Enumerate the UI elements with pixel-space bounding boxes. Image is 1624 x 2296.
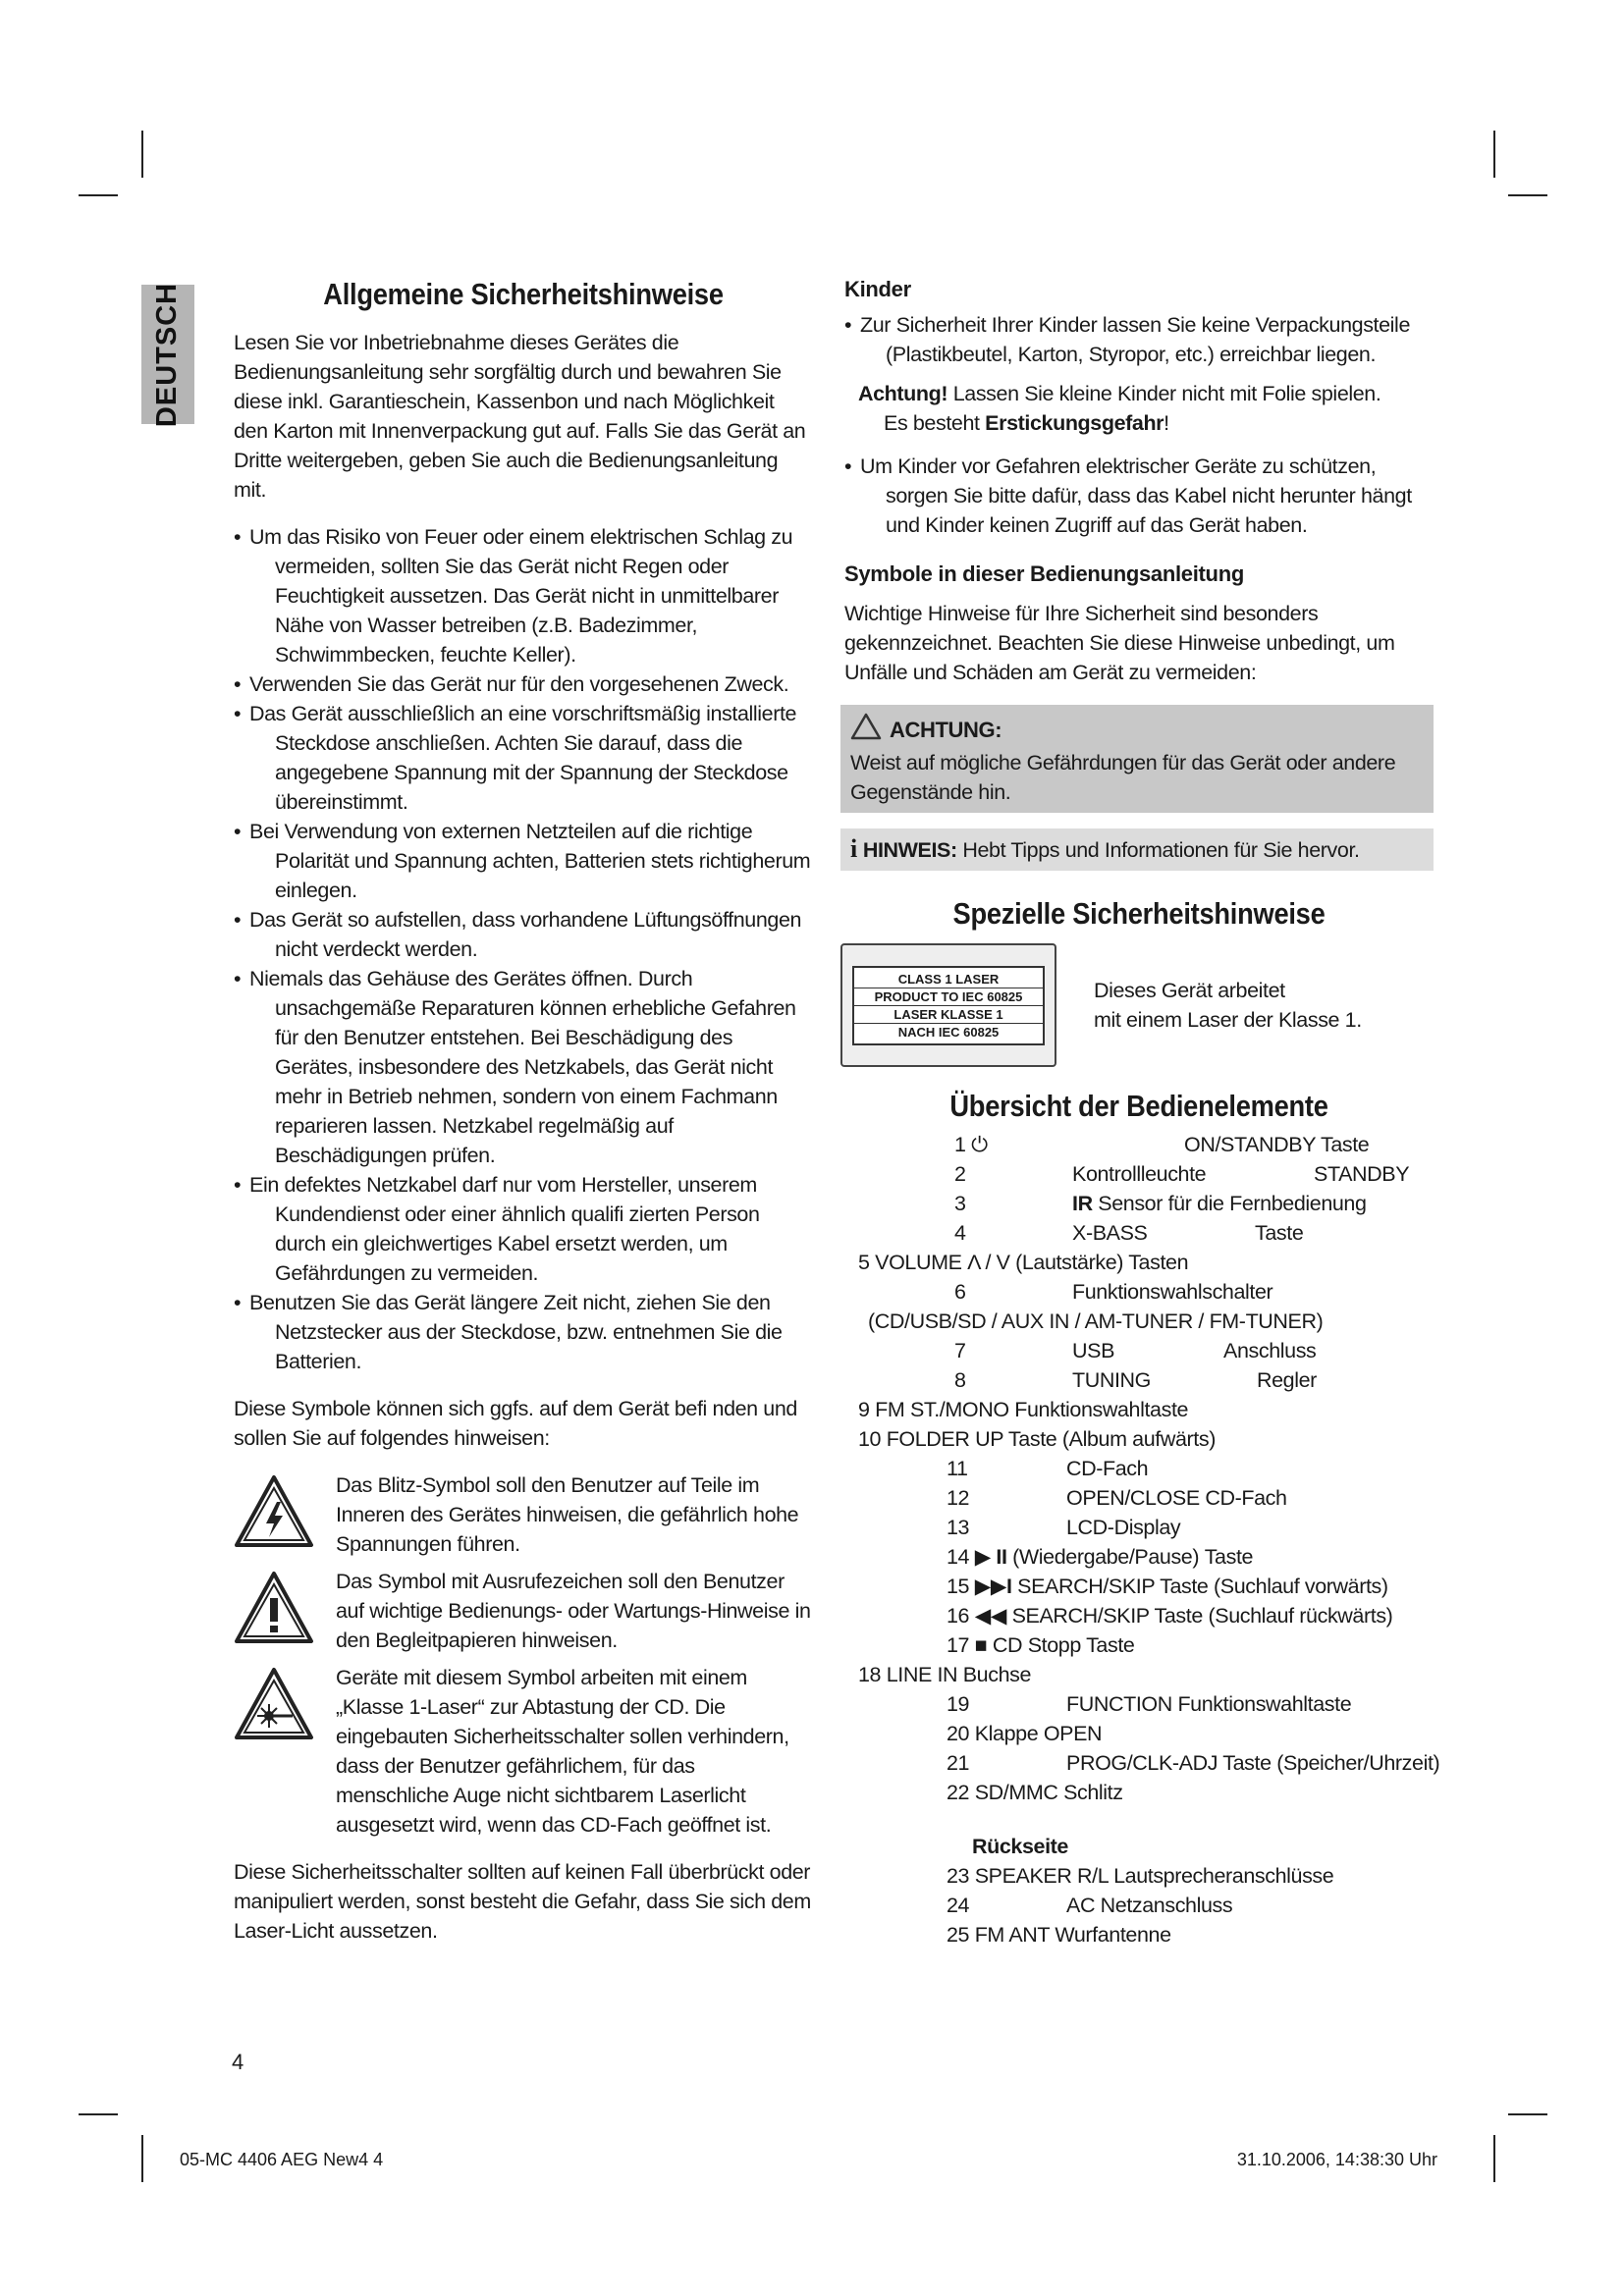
control-item: 3	[954, 1192, 966, 1215]
language-tab	[141, 282, 194, 427]
skip-back-icon: ◀◀	[974, 1604, 1006, 1628]
section-title-general-safety: Allgemeine Sicherheitshinweise	[323, 277, 724, 311]
crop-mark	[1493, 131, 1495, 178]
warning-triangle-icon	[850, 713, 882, 748]
achtung-line2: Es besteht	[884, 411, 986, 435]
control-item-extra: Regler	[1257, 1368, 1317, 1392]
list-item: • Das Gerät ausschließlich an eine vorschriftsmäßig installierte Steckdose anschließen. Achten Sie darauf, dass die angegebene Spannung mit der Spannung der Steckdose übereinstimmt.	[234, 699, 813, 817]
control-item-name: Kontrollleuchte	[1072, 1162, 1207, 1186]
warning-title: ACHTUNG:	[890, 718, 1002, 742]
closing-paragraph: Diese Sicherheitsschalter sollten auf keinen Fall überbrückt oder manipuliert werden, sonst besteht die Gefahr, dass Sie sich dem Laser-Licht aussetzen.	[234, 1860, 811, 1943]
control-item-name: ON/STANDBY Taste	[1184, 1133, 1370, 1156]
control-item: 2	[954, 1162, 966, 1186]
list-item: • Niemals das Gehäuse des Gerätes öffnen. Durch unsachgemäße Reparaturen können erhebliche Gefahren für den Benutzer entstehen. Bei Beschädigung des Gerätes, insbesondere des Netzkabels, das Gerät nicht mehr in Betrieb nehmen, sondern von einem Fachmann reparieren lassen. Netzkabel regelmäßig auf Beschädigungen prüfen.	[234, 964, 813, 1170]
achtung-label: Achtung!	[858, 382, 948, 405]
control-item: 14 ▶ ΙΙ (Wiedergabe/Pause) Taste	[947, 1545, 1254, 1569]
symbols-heading: Symbole in dieser Bedienungsanleitung	[844, 561, 1244, 586]
hint-box	[840, 828, 1434, 871]
crop-mark	[1508, 2113, 1547, 2115]
crop-mark	[79, 194, 118, 196]
info-icon: i	[850, 834, 857, 863]
achtung-line2-end: !	[1164, 411, 1169, 435]
list-item: • Ein defektes Netzkabel darf nur vom Hersteller, unserem Kundendienst oder einer ähnlich qualifi zierten Person durch ein gleichwertiges Kabel ersetzt werden, um Gefährdungen zu vermeiden.	[234, 1170, 813, 1288]
control-item: 25 FM ANT Wurfantenne	[947, 1923, 1171, 1947]
list-item: • Um Kinder vor Gefahren elektrischer Geräte zu schützen, sorgen Sie bitte dafür, dass das Kabel nicht herunter hängt und Kinder keinen Zugriff auf das Gerät haben.	[844, 452, 1434, 540]
control-item: 11	[947, 1457, 968, 1480]
control-item: 16 ◀◀ SEARCH/SKIP Taste (Suchlauf rückwärts)	[947, 1604, 1393, 1628]
skip-forward-icon: ▶▶Ι	[974, 1575, 1012, 1598]
control-item-extra: Anschluss	[1223, 1339, 1317, 1362]
laser-label-line: LASER KLASSE 1	[854, 1006, 1043, 1024]
control-item: 6	[954, 1280, 966, 1304]
children-heading: Kinder	[844, 277, 911, 301]
control-item-name: IR Sensor für die Fernbedienung	[1072, 1192, 1367, 1215]
laser-class-label	[840, 943, 1056, 1067]
warning-box	[840, 705, 1434, 813]
control-item: 20 Klappe OPEN	[947, 1722, 1103, 1745]
footer-right: 31.10.2006, 14:38:30 Uhr	[1236, 2150, 1437, 2169]
laser-description	[1094, 976, 1362, 1035]
laser-text-line: mit einem Laser der Klasse 1.	[1094, 1008, 1362, 1032]
crop-mark	[1508, 194, 1547, 196]
play-pause-icon: ▶ ΙΙ	[974, 1545, 1007, 1569]
control-item: 7	[954, 1339, 966, 1362]
power-icon: ⏻	[971, 1133, 988, 1156]
warning-header	[850, 713, 1424, 748]
hint-text: Hebt Tipps und Informationen für Sie hervor.	[956, 838, 1360, 862]
footer-left: 05-MC 4406 AEG New4 4	[180, 2150, 384, 2169]
control-item: 18 LINE IN Buchse	[858, 1663, 1032, 1686]
control-item-name: TUNING	[1072, 1368, 1152, 1392]
laser-warning-icon	[234, 1667, 314, 1746]
crop-mark	[141, 131, 143, 178]
right-column	[844, 277, 1440, 2013]
rear-side-heading: Rückseite	[972, 1835, 1068, 1858]
control-item: 5 VOLUME Λ / V (Lautstärke) Tasten	[858, 1251, 1189, 1274]
stop-icon: ■	[974, 1633, 988, 1657]
lightning-warning-icon	[234, 1474, 314, 1554]
control-item: 12	[947, 1486, 970, 1510]
control-item: 9 FM ST./MONO Funktionswahltaste	[858, 1398, 1189, 1421]
control-item: 15 ▶▶Ι SEARCH/SKIP Taste (Suchlauf vorwärts)	[947, 1575, 1388, 1598]
list-item: • Zur Sicherheit Ihrer Kinder lassen Sie keine Verpackungsteile (Plastikbeutel, Karton, Styropor, etc.) erreichbar liegen.	[844, 310, 1434, 369]
symbol-text: Das Symbol mit Ausrufezeichen soll den Benutzer auf wichtige Bedienungs- oder Wartungs-Hinweise in den Begleitpapieren hinweisen.	[336, 1570, 811, 1652]
control-item-name: USB	[1072, 1339, 1115, 1362]
control-item-extra: Taste	[1255, 1221, 1304, 1245]
children-bullets-2	[844, 452, 1434, 540]
symbols-paragraph: Wichtige Hinweise für Ihre Sicherheit sind besonders gekennzeichnet. Beachten Sie diese Hinweise unbedingt, um Unfälle und Schäden am Gerät zu vermeiden:	[844, 602, 1395, 684]
symbols-intro: Diese Symbole können sich ggfs. auf dem Gerät befi nden und sollen Sie auf folgendes hinweisen:	[234, 1397, 797, 1450]
control-item: 19	[947, 1692, 970, 1716]
control-item-name: OPEN/CLOSE CD-Fach	[1066, 1486, 1287, 1510]
control-item-name: X-BASS	[1072, 1221, 1148, 1245]
list-item: • Benutzen Sie das Gerät längere Zeit nicht, ziehen Sie den Netzstecker aus der Steckdose, bzw. entnehmen Sie die Batterien.	[234, 1288, 813, 1376]
safety-bullet-list	[234, 522, 813, 1376]
control-item-name: LCD-Display	[1066, 1516, 1181, 1539]
laser-text-line: Dieses Gerät arbeitet	[1094, 979, 1285, 1002]
control-item: 24	[947, 1894, 970, 1917]
crop-mark	[1493, 2135, 1495, 2182]
intro-paragraph: Lesen Sie vor Inbetriebnahme dieses Gerätes die Bedienungsanleitung sehr sorgfältig durch und bewahren Sie diese inkl. Garantieschein, Kassenbon und nach Möglichkeit den Karton mit Innenverpackung gut auf. Falls Sie das Gerät an Dritte weitergeben, geben Sie auch die Bedienungsanleitung mit.	[234, 331, 806, 502]
control-item: 17 ■ CD Stopp Taste	[947, 1633, 1135, 1657]
laser-label-inner	[852, 966, 1045, 1045]
warning-text: Weist auf mögliche Gefährdungen für das Gerät oder andere Gegenstände hin.	[850, 751, 1396, 804]
controls-list	[844, 1130, 1440, 2013]
control-item: 13	[947, 1516, 970, 1539]
control-item: 8	[954, 1368, 966, 1392]
control-item: 4	[954, 1221, 966, 1245]
list-item: • Verwenden Sie das Gerät nur für den vorgesehenen Zweck.	[234, 669, 813, 699]
exclamation-warning-icon	[234, 1571, 314, 1650]
section-title-controls: Übersicht der Bedienelemente	[949, 1089, 1328, 1123]
laser-class-row	[840, 943, 1434, 1067]
control-item-name: PROG/CLK-ADJ Taste (Speicher/Uhrzeit)	[1066, 1751, 1440, 1775]
control-item-name: CD-Fach	[1066, 1457, 1149, 1480]
crop-mark	[79, 2113, 118, 2115]
symbol-text: Geräte mit diesem Symbol arbeiten mit einem „Klasse 1-Laser“ zur Abtastung der CD. Die eingebauten Sicherheitsschalter sollen verhindern, dass der Benutzer gefährlichem, für das menschliche Auge nicht sichtbarem Laserlicht ausgesetzt wird, wenn das CD-Fach geöffnet ist.	[336, 1666, 789, 1837]
left-column	[234, 277, 813, 1963]
language-tab-label: DEUTSCH	[151, 282, 184, 427]
symbol-text: Das Blitz-Symbol soll den Benutzer auf Teile im Inneren des Gerätes hinweisen, die gefährlich hohe Spannungen führen.	[336, 1473, 799, 1556]
hint-title: HINWEIS:	[862, 838, 957, 862]
symbol-row-laser	[234, 1663, 813, 1840]
symbol-row-exclamation	[234, 1567, 813, 1655]
control-item: 10 FOLDER UP Taste (Album aufwärts)	[858, 1427, 1216, 1451]
control-item: 21	[947, 1751, 970, 1775]
control-item-extra: STANDBY	[1314, 1162, 1410, 1186]
control-item-name: AC Netzanschluss	[1066, 1894, 1233, 1917]
achtung-text: Lassen Sie kleine Kinder nicht mit Folie spielen.	[947, 382, 1381, 405]
control-item: (CD/USB/SD / AUX IN / AM-TUNER / FM-TUNER)	[868, 1309, 1324, 1333]
page-number: 4	[232, 2050, 244, 2074]
laser-label-line: NACH IEC 60825	[897, 1024, 1000, 1040]
suffocation-warning: Erstickungsgefahr	[985, 411, 1164, 435]
symbol-row-lightning	[234, 1470, 813, 1559]
crop-mark	[141, 2135, 143, 2182]
list-item: • Bei Verwendung von externen Netzteilen auf die richtige Polarität und Spannung achten, Batterien stets richtigherum einlegen.	[234, 817, 813, 905]
control-item-name: Funktionswahlschalter	[1072, 1280, 1273, 1304]
children-warning	[858, 379, 1434, 438]
control-item-name: FUNCTION Funktionswahltaste	[1066, 1692, 1352, 1716]
children-bullets	[844, 310, 1434, 369]
control-item: 1 ⏻	[954, 1133, 988, 1156]
laser-label-line: CLASS 1 LASER	[854, 971, 1043, 988]
laser-label-line: PRODUCT TO IEC 60825	[854, 988, 1043, 1006]
list-item: • Das Gerät so aufstellen, dass vorhandene Lüftungsöffnungen nicht verdeckt werden.	[234, 905, 813, 964]
control-item: 23 SPEAKER R/L Lautsprecheranschlüsse	[947, 1864, 1334, 1888]
list-item: • Um das Risiko von Feuer oder einem elektrischen Schlag zu vermeiden, sollten Sie das Gerät nicht Regen oder Feuchtigkeit aussetzen. Das Gerät nicht in unmittelbarer Nähe von Wasser betreiben (z.B. Badezimmer, Schwimmbecken, feuchte Keller).	[234, 522, 813, 669]
section-title-special-safety: Spezielle Sicherheitshinweise	[952, 896, 1326, 931]
control-item: 22 SD/MMC Schlitz	[947, 1781, 1123, 1804]
